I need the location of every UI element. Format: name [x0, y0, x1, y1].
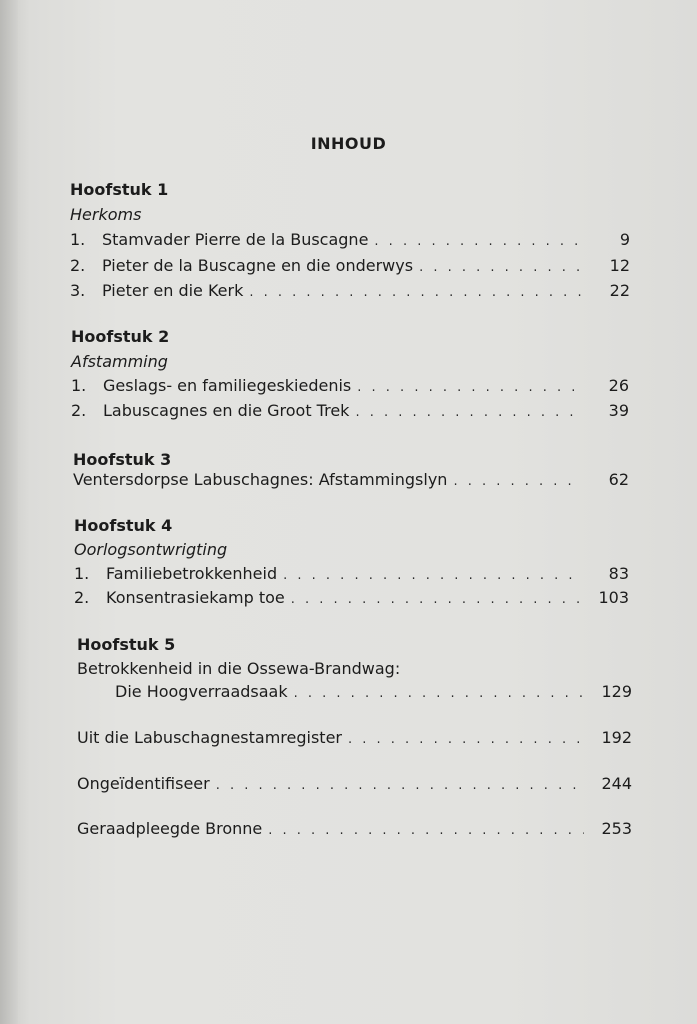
chapter-2-subtitle: Afstamming: [71, 352, 168, 371]
dot-leader: [294, 686, 584, 701]
toc-entry[interactable]: [77, 819, 632, 838]
dot-leader: [283, 568, 581, 583]
toc-entry[interactable]: [70, 281, 630, 300]
toc-entry[interactable]: [71, 401, 629, 420]
chapter-5-heading: Hoofstuk 5: [77, 635, 176, 654]
entry-page-number: 253: [601, 819, 632, 838]
entry-page-number: 39: [608, 401, 629, 420]
entry-title: Geslags- en familiegeskiedenis: [103, 376, 352, 395]
entry-page-number: 83: [608, 564, 629, 583]
entry-number: 1.: [70, 230, 86, 249]
dot-leader: [419, 260, 582, 275]
toc-entry[interactable]: [73, 470, 629, 489]
page-title: INHOUD: [310, 134, 387, 153]
entry-page-number: 12: [609, 256, 630, 275]
chapter-3-heading: Hoofstuk 3: [73, 450, 172, 469]
book-spine-shadow: [0, 0, 18, 1024]
entry-title: Uit die Labuschagnestamregister: [77, 728, 342, 747]
entry-title: Konsentrasiekamp toe: [106, 588, 285, 607]
dot-leader: [355, 405, 581, 420]
toc-entry[interactable]: [74, 588, 629, 607]
dot-leader: [453, 474, 581, 489]
entry-number: 1.: [74, 564, 90, 583]
entry-title: Ventersdorpse Labuschagnes: Afstammingslyn: [73, 470, 448, 489]
entry-number: 2.: [70, 256, 86, 275]
entry-number: 1.: [71, 376, 87, 395]
chapter-1-heading: Hoofstuk 1: [70, 180, 169, 199]
toc-entry[interactable]: [77, 728, 632, 747]
entry-title: Stamvader Pierre de la Buscagne: [102, 230, 369, 249]
entry-title: Pieter de la Buscagne en die onderwys: [102, 256, 414, 275]
toc-entry[interactable]: [70, 256, 630, 275]
entry-title: Pieter en die Kerk: [102, 281, 244, 300]
entry-page-number: 129: [601, 682, 632, 701]
entry-title: Die Hoogverraadsaak: [115, 682, 288, 701]
entry-title: Familiebetrokkenheid: [106, 564, 278, 583]
entry-number: 3.: [70, 281, 86, 300]
dot-leader: [249, 285, 582, 300]
entry-title: Labuscagnes en die Groot Trek: [103, 401, 350, 420]
entry-page-number: 26: [608, 376, 629, 395]
toc-entry[interactable]: [71, 376, 629, 395]
entry-number: 2.: [74, 588, 90, 607]
entry-page-number: 103: [598, 588, 629, 607]
chapter-5-intro: Betrokkenheid in die Ossewa-Brandwag:: [77, 659, 401, 678]
toc-entry[interactable]: [70, 230, 630, 249]
toc-entry[interactable]: [77, 774, 632, 793]
entry-title: Geraadpleegde Bronne: [77, 819, 263, 838]
chapter-2-heading: Hoofstuk 2: [71, 327, 170, 346]
entry-page-number: 244: [601, 774, 632, 793]
dot-leader: [357, 380, 581, 395]
entry-number: 2.: [71, 401, 87, 420]
toc-entry[interactable]: [115, 682, 632, 701]
entry-page-number: 22: [609, 281, 630, 300]
dot-leader: [291, 592, 581, 607]
entry-title: Ongeïdentifiseer: [77, 774, 210, 793]
dot-leader: [268, 823, 584, 838]
toc-entry[interactable]: [74, 564, 629, 583]
entry-page-number: 62: [608, 470, 629, 489]
dot-leader: [348, 732, 584, 747]
entry-page-number: 9: [619, 230, 630, 249]
chapter-1-subtitle: Herkoms: [70, 205, 142, 224]
dot-leader: [216, 778, 584, 793]
chapter-4-subtitle: Oorlogsontwrigting: [74, 540, 228, 559]
dot-leader: [374, 234, 582, 249]
entry-page-number: 192: [601, 728, 632, 747]
chapter-4-heading: Hoofstuk 4: [74, 516, 173, 535]
